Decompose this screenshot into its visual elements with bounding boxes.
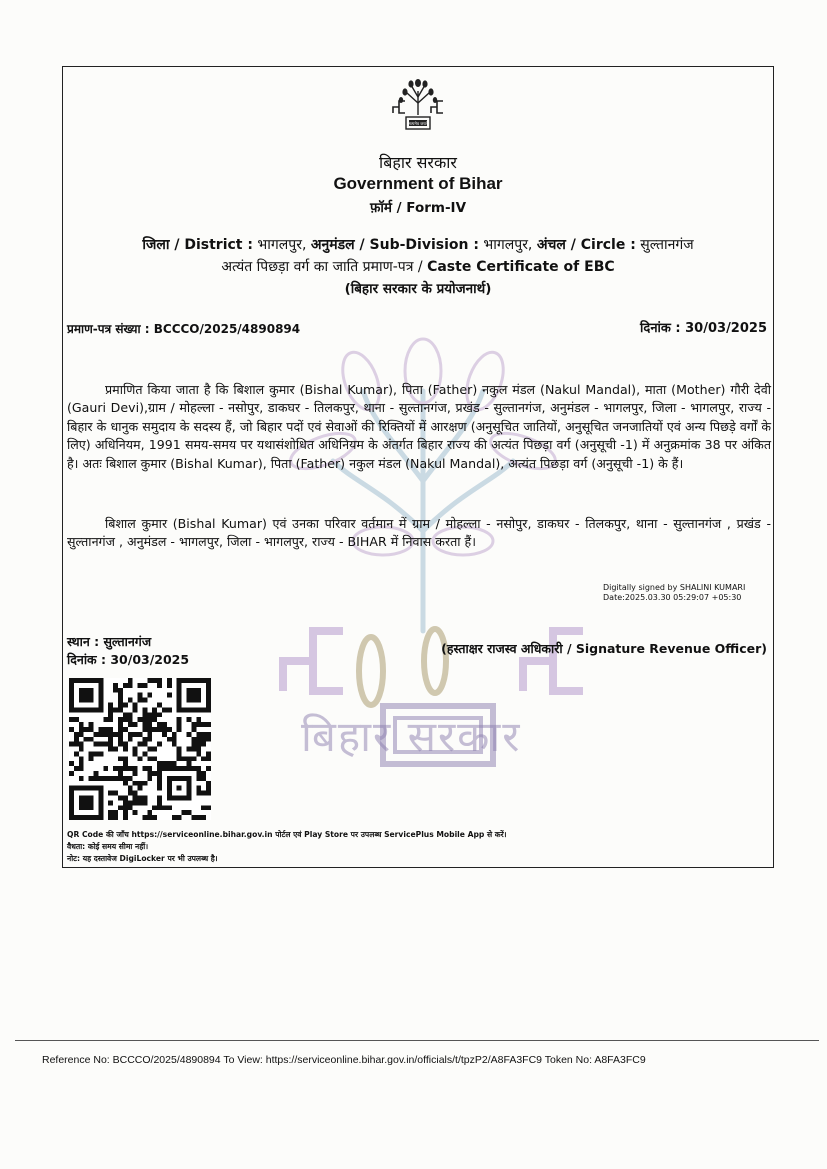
certificate-type — [63, 257, 773, 276]
district-value: भागलपुर, — [252, 237, 311, 253]
certificate-type-english: Caste Certificate of EBC — [427, 259, 615, 275]
qr-code[interactable] — [69, 678, 211, 820]
form-number: फ़ॉर्म / Form-IV — [369, 200, 467, 216]
certificate-number: प्रमाण-पत्र संख्या : BCCCO/2025/4890894 — [67, 322, 301, 336]
bihar-emblem-icon — [387, 73, 449, 133]
admin-jurisdiction — [63, 235, 773, 254]
digital-signature — [603, 583, 745, 603]
qr-verify-note: QR Code की जाँच https://serviceonline.bihar.gov.in पोर्टल एवं Play Store पर उपलब्ध ServicePlus Mobile App से करें। — [67, 830, 507, 839]
issue-date: दिनांक : 30/03/2025 — [640, 321, 767, 336]
certificate-body-paragraph: प्रमाणित किया जाता है कि बिशाल कुमार (Bishal Kumar), पिता (Father) नकुल मंडल (Nakul Mandal), माता (Mother) गौरी देवी (Gauri Devi),ग्राम / मोहल्ला - नसोपुर, डाकघर - तिलकपुर, थाना - सुल्तानगंज, प्रखंड - सुल्तानगंज, अनुमंडल - भागलपुर, जिला - भागलपुर, राज्य - बिहार के धानुक समुदाय के सदस्य हैं, जो बिहार पदों एवं सेवाओं की रिक्तियों में आरक्षण (अनुसूचित जातियों, अनुसूचित जनजातियों एवं अन्य पिछड़े वर्गों के लिए) अधिनियम, 1991 समय-समय पर यथासंशोधित अधिनियम के अंतर्गत बिहार राज्य की अत्यंत पिछड़ा वर्ग (अनुसूची -1) में अनुक्रमांक 38 पर अंकित है। अतः बिशाल कुमार (Bishal Kumar), पिता (Father) नकुल मंडल (Nakul Mandal), अत्यंत पिछड़ा वर्ग (अनुसूची -1) के हैं। — [67, 382, 771, 471]
english-title: Government of Bihar — [333, 174, 503, 193]
emblem-text: सत्यमेव जयते — [408, 121, 428, 126]
footer-divider — [15, 1040, 819, 1041]
qr-notes — [67, 829, 507, 865]
footer-reference: Reference No: BCCCO/2025/4890894 To View: https://serviceonline.bihar.gov.in/officials/t/tpzP2/A8FA3FC9 Token No: A8FA3FC9 — [42, 1054, 646, 1066]
circle-label: अंचल / Circle : — [536, 237, 636, 253]
place-date: दिनांक : 30/03/2025 — [67, 652, 190, 667]
digital-signature-date: Date:2025.03.30 05:29:07 +05:30 — [603, 593, 742, 602]
place-of-issue: स्थान : सुल्तानगंज — [67, 634, 152, 649]
digital-signature-signer: Digitally signed by SHALINI KUMARI — [603, 583, 746, 592]
subdivision-label: अनुमंडल / Sub-Division : — [310, 237, 479, 253]
officer-signature-label: (हस्ताक्षर राजस्व अधिकारी / Signature Revenue Officer) — [441, 641, 767, 656]
district-label: जिला / District : — [142, 237, 253, 253]
digilocker-note: नोट: यह दस्तावेज DigiLocker पर भी उपलब्ध है। — [67, 854, 218, 863]
place-block — [67, 633, 189, 669]
residence-paragraph: बिशाल कुमार (Bishal Kumar) एवं उनका परिवार वर्तमान में ग्राम / मोहल्ला - नसोपुर, डाकघर - तिलकपुर, थाना - सुल्तानगंज , प्रखंड - सुल्तानगंज , अनुमंडल - भागलपुर, जिला - भागलपुर, राज्य - BIHAR में निवास करता हैं। — [67, 516, 771, 550]
circle-value: सुल्तानगंज — [635, 237, 694, 253]
certificate-frame — [62, 66, 774, 868]
hindi-title: बिहार सरकार — [379, 153, 457, 172]
certificate-purpose: (बिहार सरकार के प्रयोजनार्थ) — [344, 281, 492, 297]
watermark-text: बिहार सरकार — [301, 712, 522, 761]
certificate-type-hindi: अत्यंत पिछड़ा वर्ग का जाति प्रमाण-पत्र / — [221, 259, 428, 275]
subdivision-value: भागलपुर, — [478, 237, 537, 253]
validity-note: वैधता: कोई समय सीमा नहीं। — [67, 842, 149, 851]
